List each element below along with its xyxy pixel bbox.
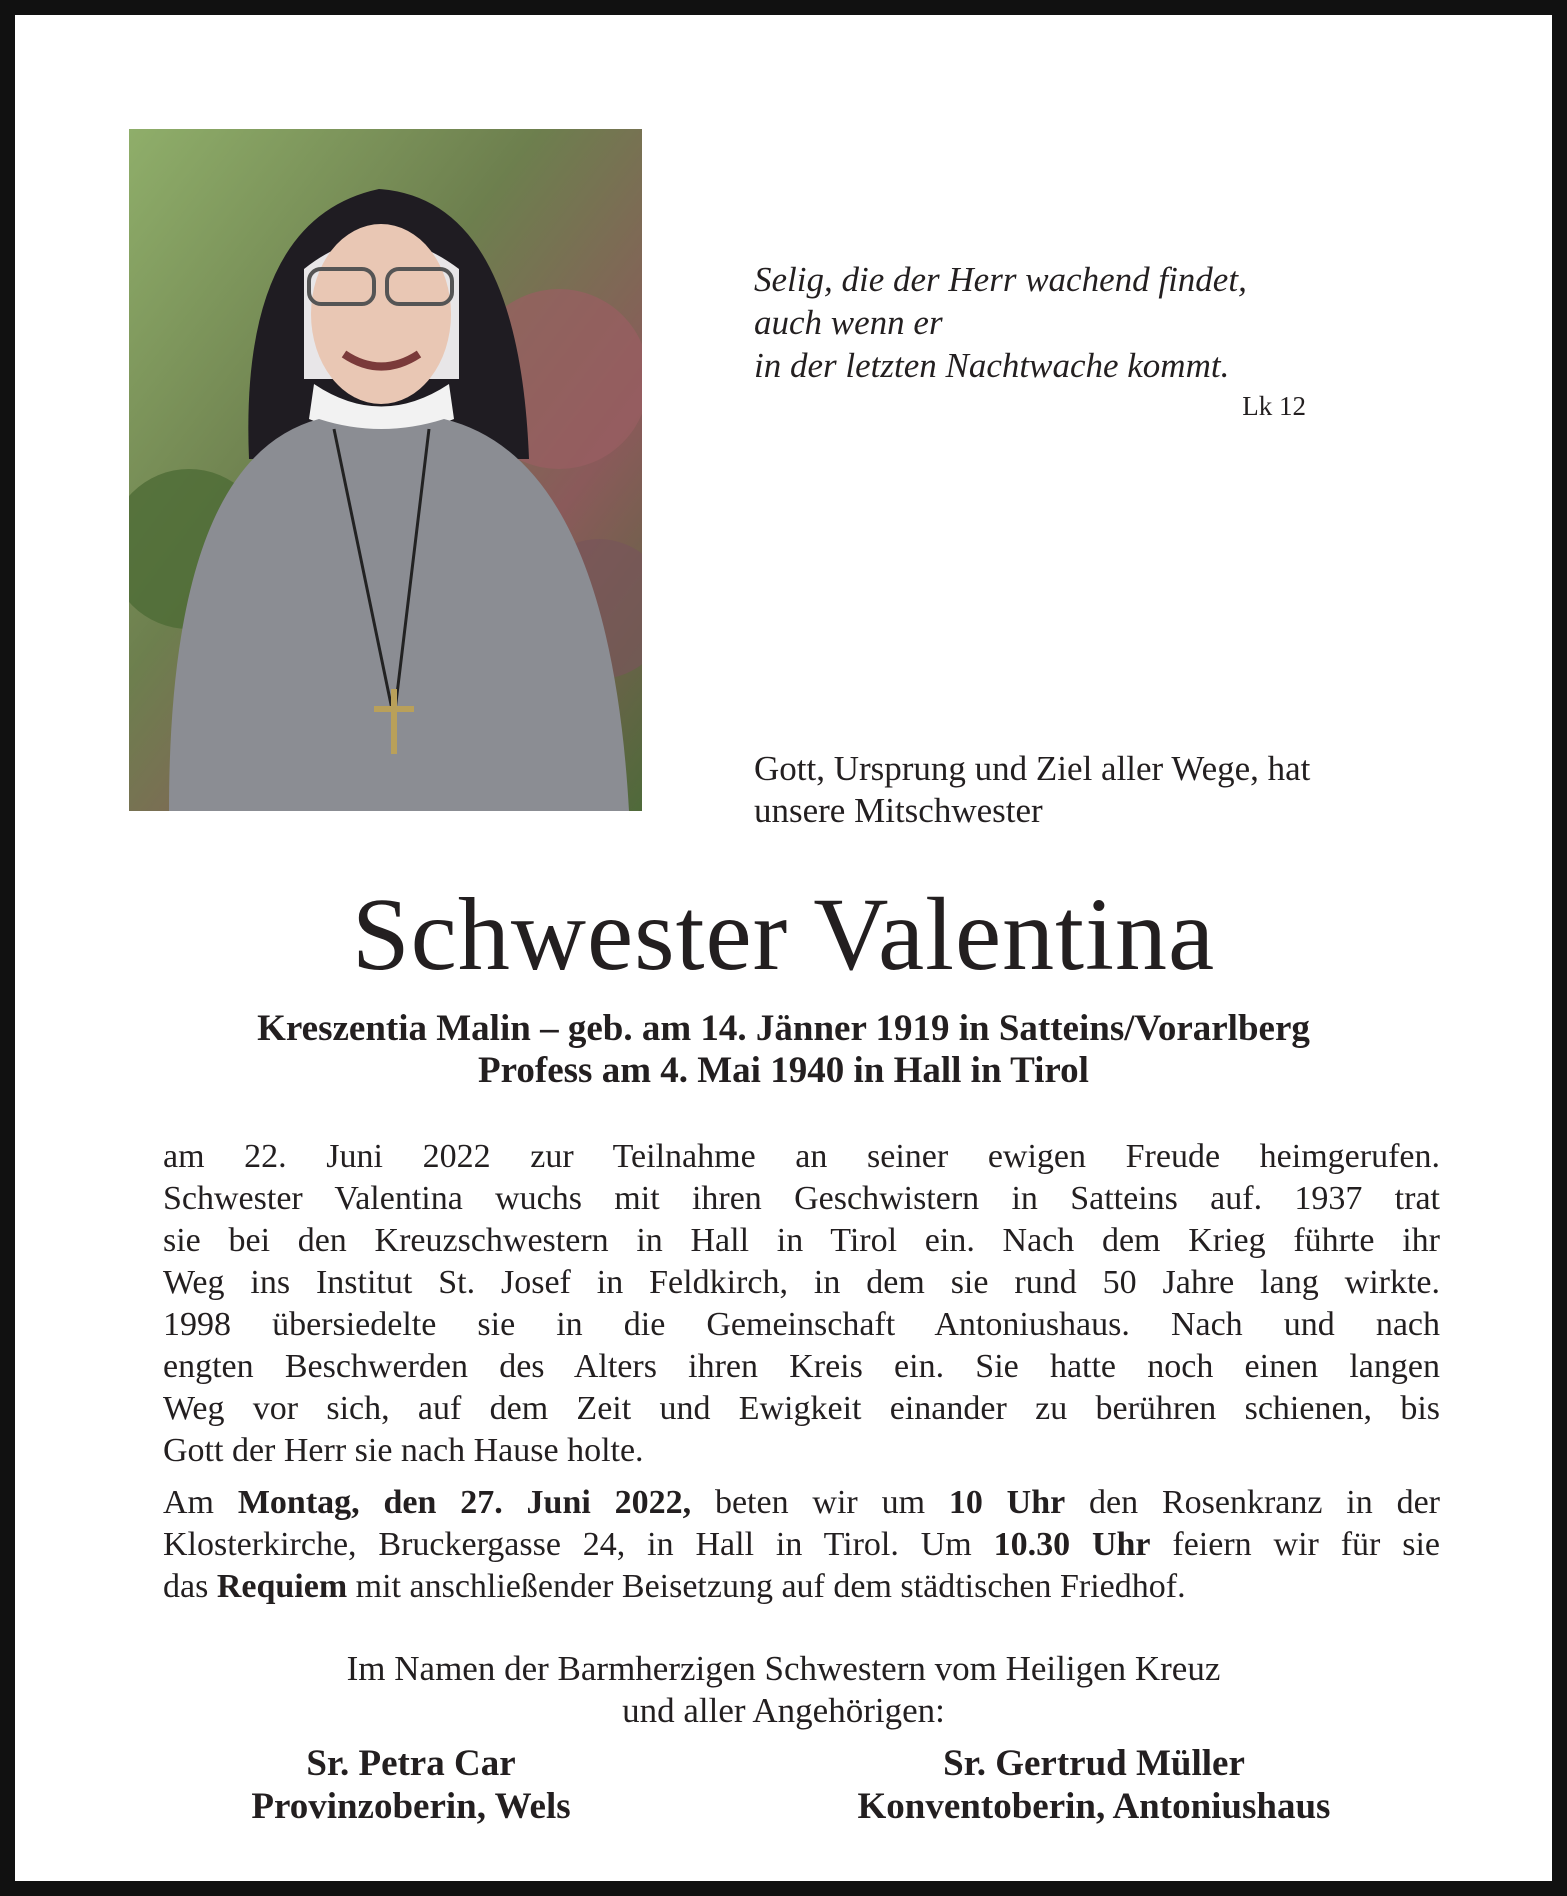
deceased-name: Schwester Valentina (351, 877, 1216, 992)
body-line (163, 1482, 1440, 1524)
text: beten wir um (691, 1484, 949, 1521)
closing-line: Im Namen der Barmherzigen Schwestern vom Heiligen Kreuz (346, 1649, 1221, 1688)
profession-line: Profess am 4. Mai 1940 in Hall in Tirol (478, 1050, 1089, 1091)
funeral-details-paragraph (163, 1482, 1440, 1608)
body-line: Gott der Herr sie nach Hause holte. (163, 1432, 644, 1469)
signature-name: Sr. Petra Car (306, 1743, 516, 1784)
intro-line: unsere Mitschwester (754, 791, 1043, 830)
body-line: sie bei den Kreuzschwestern in Hall in Tirol ein. Nach dem Krieg führte ihr (163, 1222, 1440, 1259)
text: den Rosenkranz in der (1065, 1484, 1440, 1521)
body-line: am 22. Juni 2022 zur Teilnahme an seiner ewigen Freude heimgerufen. (163, 1138, 1440, 1175)
body-line (163, 1566, 1440, 1608)
signature-left (111, 1742, 711, 1828)
text: Am (163, 1484, 238, 1521)
body-line: Weg vor sich, auf dem Zeit und Ewigkeit einander zu berühren schienen, bis (163, 1390, 1440, 1427)
body-line: Schwester Valentina wuchs mit ihren Geschwistern in Satteins auf. 1937 trat (163, 1180, 1440, 1217)
quote-line: in der letzten Nachtwache kommt. (754, 346, 1230, 385)
intro-text (754, 748, 1310, 832)
requiem-time: 10.30 Uhr (993, 1526, 1151, 1563)
quote-line: auch wenn er (754, 303, 943, 342)
text: feiern wir für sie (1150, 1526, 1440, 1563)
body-line (163, 1524, 1440, 1566)
closing-text (15, 1648, 1552, 1732)
quote-line: Selig, die der Herr wachend findet, (754, 260, 1247, 299)
text: das (163, 1568, 217, 1605)
obituary-body (163, 1136, 1440, 1608)
obituary-page (15, 15, 1552, 1881)
portrait-image-icon (129, 129, 642, 811)
portrait-photo (129, 129, 642, 811)
biographical-details (15, 1008, 1552, 1092)
signature-name: Sr. Gertrud Müller (943, 1743, 1245, 1784)
body-line: 1998 übersiedelte sie in die Gemeinschaft Antoniushaus. Nach und nach (163, 1306, 1440, 1343)
signature-role: Provinzoberin, Wels (251, 1786, 571, 1827)
rosary-time: 10 Uhr (948, 1484, 1066, 1521)
signature-right (794, 1742, 1394, 1828)
text: mit anschließender Beisetzung auf dem städtischen Friedhof. (347, 1568, 1186, 1605)
closing-line: und aller Angehörigen: (622, 1691, 945, 1730)
body-line: Weg ins Institut St. Josef in Feldkirch, in dem sie rund 50 Jahre lang wirkte. (163, 1264, 1440, 1301)
birth-line: Kreszentia Malin – geb. am 14. Jänner 1919 in Satteins/Vorarlberg (257, 1008, 1310, 1049)
signature-role: Konventoberin, Antoniushaus (857, 1786, 1331, 1827)
quote-reference: Lk 12 (1242, 391, 1306, 421)
bible-quote (754, 258, 1247, 387)
biography-paragraph (163, 1136, 1440, 1472)
funeral-date: Montag, den 27. Juni 2022, (237, 1484, 692, 1521)
body-line: engten Beschwerden des Alters ihren Kreis ein. Sie hatte noch einen langen (163, 1348, 1440, 1385)
intro-line: Gott, Ursprung und Ziel aller Wege, hat (754, 749, 1311, 788)
text: Klosterkirche, Bruckergasse 24, in Hall in Tirol. Um (163, 1526, 994, 1563)
requiem-label: Requiem (216, 1568, 348, 1605)
